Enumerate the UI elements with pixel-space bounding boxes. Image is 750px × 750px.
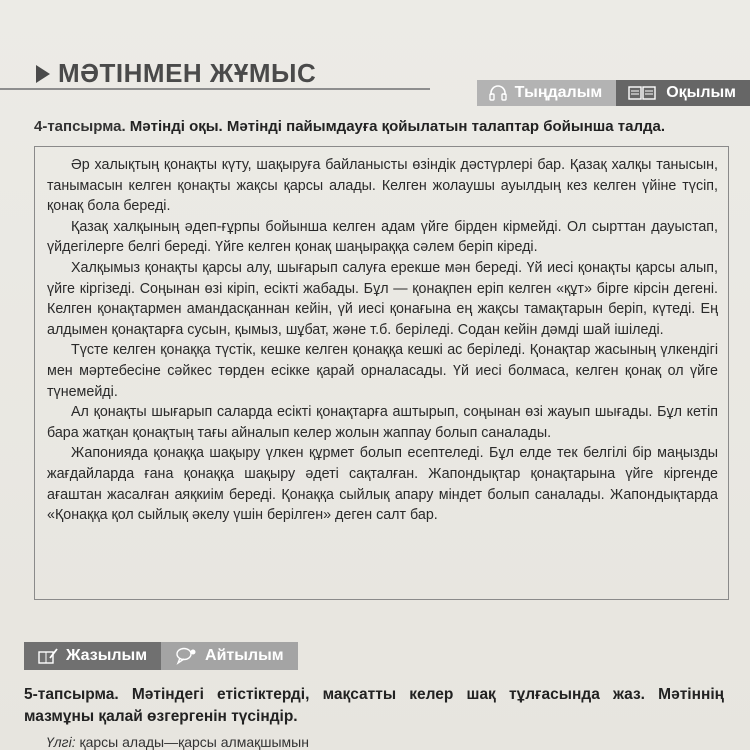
- task-5-number: 5-тапсырма.: [24, 686, 119, 703]
- paragraph: Жапонияда қонаққа шақыру үлкен құрмет болып есептеледі. Бұл елде тек белгілі бір маңызды жағдайларда ғана қонаққа шақыру әдеті сақталған. Жапондықтар қонақтарына үйге кіргенде ағаштан жасалған аяқкиім береді. Қонаққа сыйлық апару міндет болып саналады. Жапондықтарда «Қонаққа қол сыйлық әкелу үшін берілген» деген салт бар.: [47, 445, 718, 524]
- tab-reading: [616, 80, 750, 106]
- skills-tabs: [477, 80, 750, 106]
- tab-speaking: [161, 642, 298, 670]
- tab-listening: [477, 80, 617, 106]
- task-4-heading: [34, 118, 665, 135]
- book-icon: [628, 85, 658, 101]
- section-title: МӘТІНМЕН ЖҰМЫС: [58, 58, 317, 88]
- section-heading: [36, 58, 316, 89]
- paragraph: Түсте келген қонаққа түстік, кешке келген қонаққа кешкі ас беріледі. Қонақтар жасының үлкендігі мен мәртебесіне сәйкес төрден есікке қарай орналасады. Үй иесі болмаса, келген қонақ ол үйге түнемейді.: [47, 342, 718, 400]
- task-4-number: 4-тапсырма.: [34, 118, 126, 135]
- triangle-bullet-icon: [36, 65, 50, 83]
- notebook-pen-icon: [38, 648, 58, 664]
- task-4-instruction: Мәтінді оқы. Мәтінді пайымдауға қойылатын талаптар бойынша талда.: [129, 118, 666, 135]
- paragraph: Халқымыз қонақты қарсы алу, шығарып салуға ерекше мән береді. Үй иесі қонақты қарсы алып, үйге кіргізеді. Соңынан өзі кіріп, есікті жабады. Бұл — қонақпен еріп келген «құт» бірге кірсін дегені. Келген қонақтармен амандасқаннан кейін, үй иесі қонағына ең жақсы тамақтарын беріп, күтеді. Ең алдымен қонақтарға сусын, қымыз, шұбат, және т.б. беріледі. Содан кейін дәмді шай ішіледі.: [47, 259, 718, 338]
- paragraph: Әр халықтың қонақты күту, шақыруға байланысты өзіндік дәстүрлері бар. Қазақ халқы танысын, танымасын келген қонақты жақсы қарсы алады. Келген жолаушы ауылдың кез келген үйіне түсіп, қонақ бола береді.: [47, 157, 718, 215]
- sample-text: қарсы алады—қарсы алмақшымын: [79, 734, 309, 750]
- paragraph: Ал қонақты шығарып саларда есікті қонақтарға аштырып, соңынан өзі жауып шығады. Бұл кетіп бара жатқан қонақтың тағы айналып келер жолын жаппау болып саналады.: [47, 404, 718, 441]
- task-5-instruction: Мәтіндегі етістіктерді, мақсатты келер шақ тұлғасында жаз. Мәтіннің мазмұны қалай өзгергенін түсіндір.: [24, 686, 724, 725]
- title-underline: [0, 88, 430, 90]
- sample-label: Үлгі:: [46, 734, 76, 750]
- tab-listening-label: Тыңдалым: [514, 84, 603, 101]
- headphones-icon: [489, 85, 507, 101]
- tab-writing-label: Жазылым: [66, 647, 148, 664]
- task-5-heading: [24, 684, 724, 728]
- sample-line: [46, 734, 309, 750]
- speech-bubble-icon: [175, 647, 197, 665]
- paragraph: Қазақ халқының әдеп-ғұрпы бойынша келген адам үйге бірден кірмейді. Ол сырттан дауыстап, үйдегілерге белгі береді. Үйге келген қонақ шаңыраққа сәлем беріп кіреді.: [47, 218, 718, 256]
- tab-writing: [24, 642, 161, 670]
- skills-bar-2: [24, 642, 298, 670]
- tab-reading-label: Оқылым: [666, 84, 736, 101]
- tab-speaking-label: Айтылым: [205, 647, 284, 664]
- reading-text-box: [34, 146, 729, 600]
